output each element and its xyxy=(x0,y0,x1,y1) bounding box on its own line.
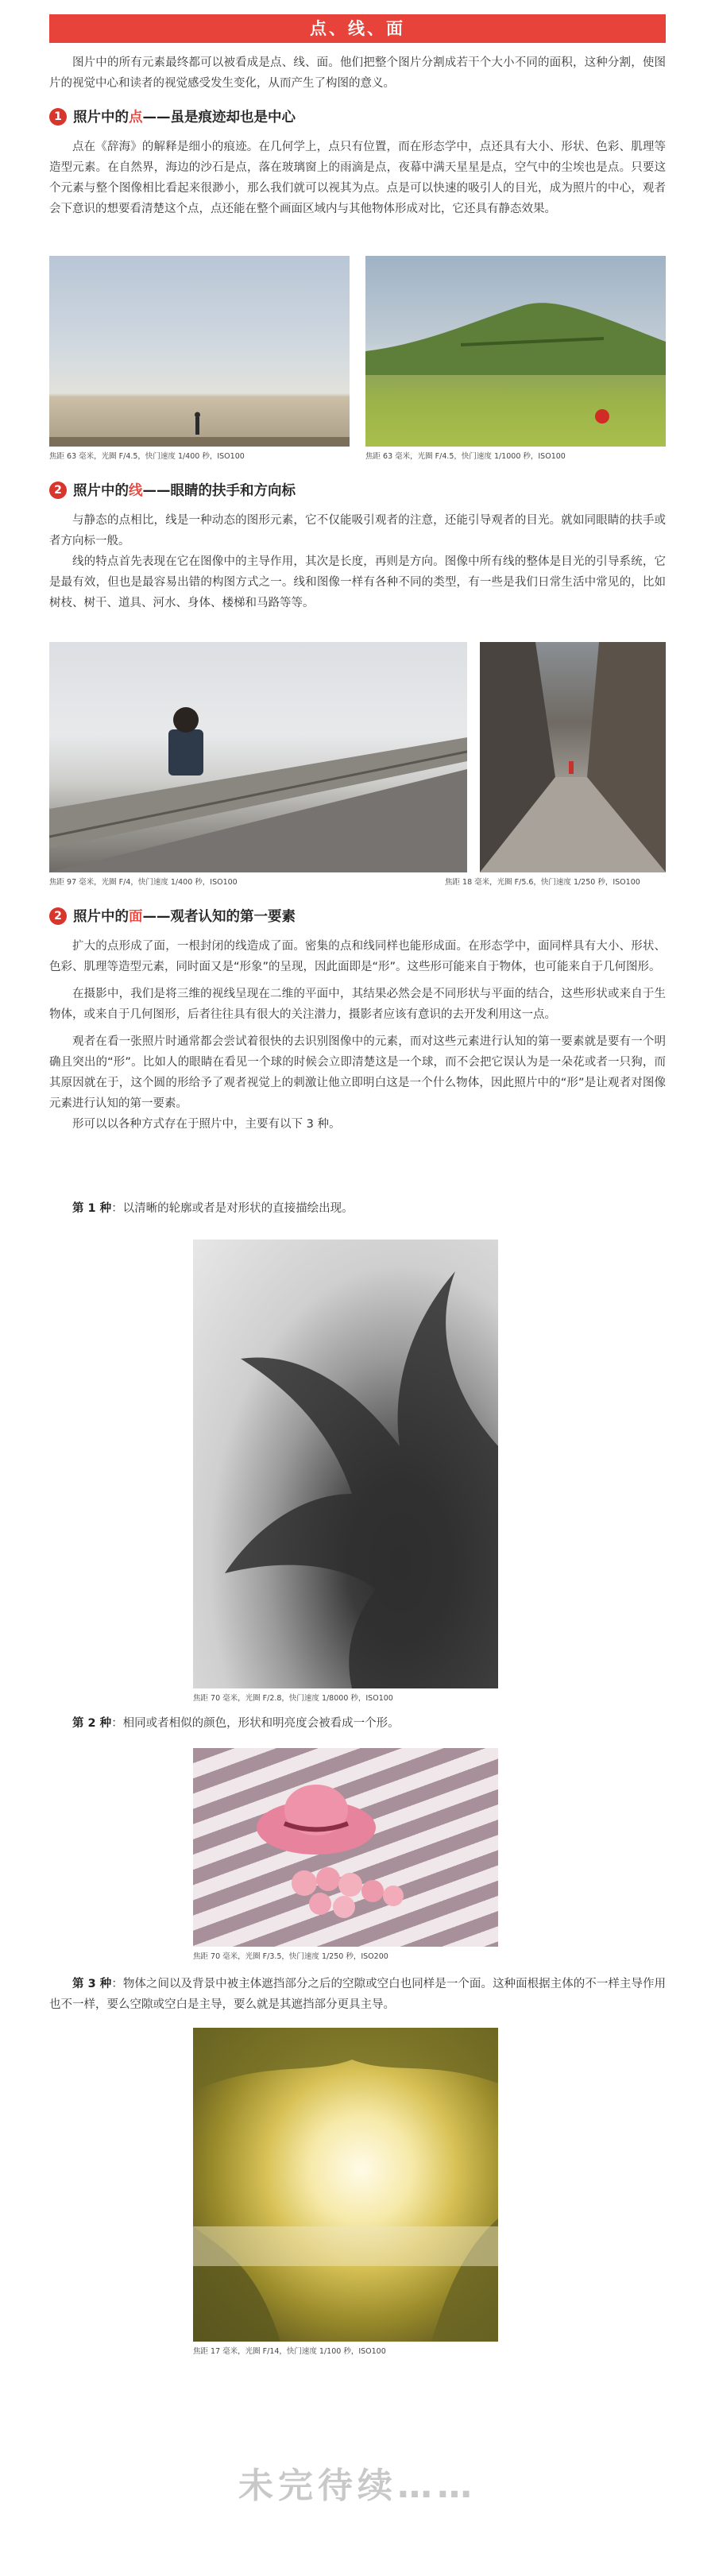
paragraph: 与静态的点相比，线是一种动态的图形元素，它不仅能吸引观者的注意，还能引导观者的目光。就如同眼睛的扶手或者方向标一般。 xyxy=(49,514,666,547)
photo-art xyxy=(49,256,350,447)
photo-caption: 焦距 17 毫米，光圈 F/14，快门速度 1/100 秒，ISO100 xyxy=(193,2347,386,2356)
section1-body xyxy=(49,137,666,219)
photo-bridge-railing xyxy=(49,642,467,872)
section-heading-line xyxy=(49,480,666,502)
photo-caption: 焦距 63 毫米，光圈 F/4.5，快门速度 1/1000 秒，ISO100 xyxy=(365,452,566,461)
type-text: ：以清晰的轮廓或者是对形状的直接描绘出现。 xyxy=(111,1202,354,1215)
photo-caption: 焦距 97 毫米，光圈 F/4，快门速度 1/400 秒，ISO100 xyxy=(49,878,238,887)
photo-old-street xyxy=(480,642,666,872)
photo-lone-figure-field xyxy=(49,256,350,447)
type1-description xyxy=(49,1198,666,1219)
section-heading-plane xyxy=(49,906,666,928)
photo-art xyxy=(193,2028,498,2342)
heading-suffix: ——虽是痕迹却也是中心 xyxy=(142,110,296,126)
type3-description xyxy=(49,1974,666,2015)
section2-body xyxy=(49,510,666,613)
paragraph: 线的特点首先表现在它在图像中的主导作用，其次是长度，再则是方向。图像中所有线的整体是目光的引导系统，它是最有效，但也是最容易出错的构图方式之一。线和图像一样有各种不同的类型，有一些是我们日常生活中常见的，比如树枝、树干、道具、河水、身体、楼梯和马路等等。 xyxy=(49,555,666,609)
heading-prefix: 照片中的 xyxy=(73,110,129,126)
photo-pink-hat-roses xyxy=(193,1748,498,1947)
type-lead: 第 3 种 xyxy=(72,1978,112,1990)
section-number-badge: 1 xyxy=(49,108,67,126)
to-be-continued: 未完待续…… xyxy=(238,2466,477,2506)
photo-backlit-leaves xyxy=(193,2028,498,2342)
paragraph: 点在《辞海》的解释是细小的痕迹。在几何学上，点只有位置，而在形态学中，点还具有大小、形状、色彩、肌理等造型元素。在自然界，海边的沙石是点，落在玻璃窗上的雨滴是点，夜幕中满天星星是点，空气中的尘埃也是点。只要这个元素与整个图像相比看起来很渺小，那么我们就可以视其为点。点是可以快速的吸引人的目光，成为照片的中心，观者会下意识的想要看清楚这个点，点还能在整个画面区域内与其他物体形成对比，它还具有静态效果。 xyxy=(49,141,666,215)
type-lead: 第 2 种 xyxy=(72,1717,112,1730)
paragraph: 形可以以各种方式存在于照片中，主要有以下 3 种。 xyxy=(72,1118,341,1131)
photo-caption: 焦距 70 毫米，光圈 F/2.8，快门速度 1/8000 秒，ISO100 xyxy=(193,1694,393,1703)
paragraph: 在摄影中，我们是将三维的视线呈现在二维的平面中，其结果必然会是不同形状与平面的结合，这些形状或来自于生物体，或来自于几何图形，后者往往具有很大的关注潜力，摄影者应该有意识的去开发利用这一点。 xyxy=(49,988,666,1021)
page-title-banner: 点、线、面 xyxy=(49,14,666,43)
paragraph: 扩大的点形成了面，一根封闭的线造成了面。密集的点和线同样也能形成面。在形态学中，面同样具有大小、形状、色彩、肌理等造型元素，同时面又是“形象”的呈现，因此面即是“形”。这些形可能来自于物体，也可能来自于几何图形。 xyxy=(49,940,666,973)
intro-paragraph: 图片中的所有元素最终都可以被看成是点、线、面。他们把整个图片分割成若干个大小不同的面积，这种分割，使图片的视觉中心和读者的视觉感受发生变化，从而产生了构图的意义。 xyxy=(49,56,666,90)
paragraph: 观者在看一张照片时通常都会尝试着很快的去识别图像中的元素，而对这些元素进行认知的第一要素就是要有一个明确且突出的“形”。比如人的眼睛在看见一个球的时候会立即清楚这是一个球，而不会把它误认为是一朵花或者一只狗，而其原因就在于，这个圆的形给予了观者视觉上的刺激让他立即明白这是一个什么物体，因此照片中的“形”是让观者对图像元素进行认知的第一要素。 xyxy=(49,1035,666,1110)
photo-sunflower-bw xyxy=(193,1240,498,1688)
type-text: ：物体之间以及背景中被主体遮挡部分之后的空隙或空白也同样是一个面。这种面根据主体的不一样主导作用也不一样，要么空隙或空白是主导，要么就是其遮挡部分更具主导。 xyxy=(49,1978,666,2011)
heading-keyword: 线 xyxy=(129,483,143,499)
type-text: ：相同或者相似的颜色，形状和明亮度会被看成一个形。 xyxy=(111,1717,400,1730)
section3-body xyxy=(49,936,666,1135)
photo-art xyxy=(480,642,666,872)
photo-green-hill xyxy=(365,256,666,447)
heading-prefix: 照片中的 xyxy=(73,909,129,925)
heading-suffix: ——观者认知的第一要素 xyxy=(142,909,296,925)
intro-block xyxy=(49,52,666,94)
section-heading-point xyxy=(49,106,666,129)
type2-description xyxy=(49,1713,666,1734)
heading-prefix: 照片中的 xyxy=(73,483,129,499)
photo-caption: 焦距 18 毫米，光圈 F/5.6，快门速度 1/250 秒，ISO100 xyxy=(445,878,640,887)
photo-art xyxy=(49,642,467,872)
photo-caption: 焦距 70 毫米，光圈 F/3.5，快门速度 1/250 秒，ISO200 xyxy=(193,1952,388,1961)
photo-art xyxy=(193,1748,498,1947)
photo-caption: 焦距 63 毫米，光圈 F/4.5，快门速度 1/400 秒，ISO100 xyxy=(49,452,245,461)
photo-art xyxy=(193,1240,498,1688)
section-number-badge: 2 xyxy=(49,907,67,925)
heading-suffix: ——眼睛的扶手和方向标 xyxy=(142,483,296,499)
heading-keyword: 面 xyxy=(129,909,143,925)
type-lead: 第 1 种 xyxy=(72,1202,112,1215)
section-number-badge: 2 xyxy=(49,482,67,499)
heading-keyword: 点 xyxy=(129,110,143,126)
photo-art xyxy=(365,256,666,447)
